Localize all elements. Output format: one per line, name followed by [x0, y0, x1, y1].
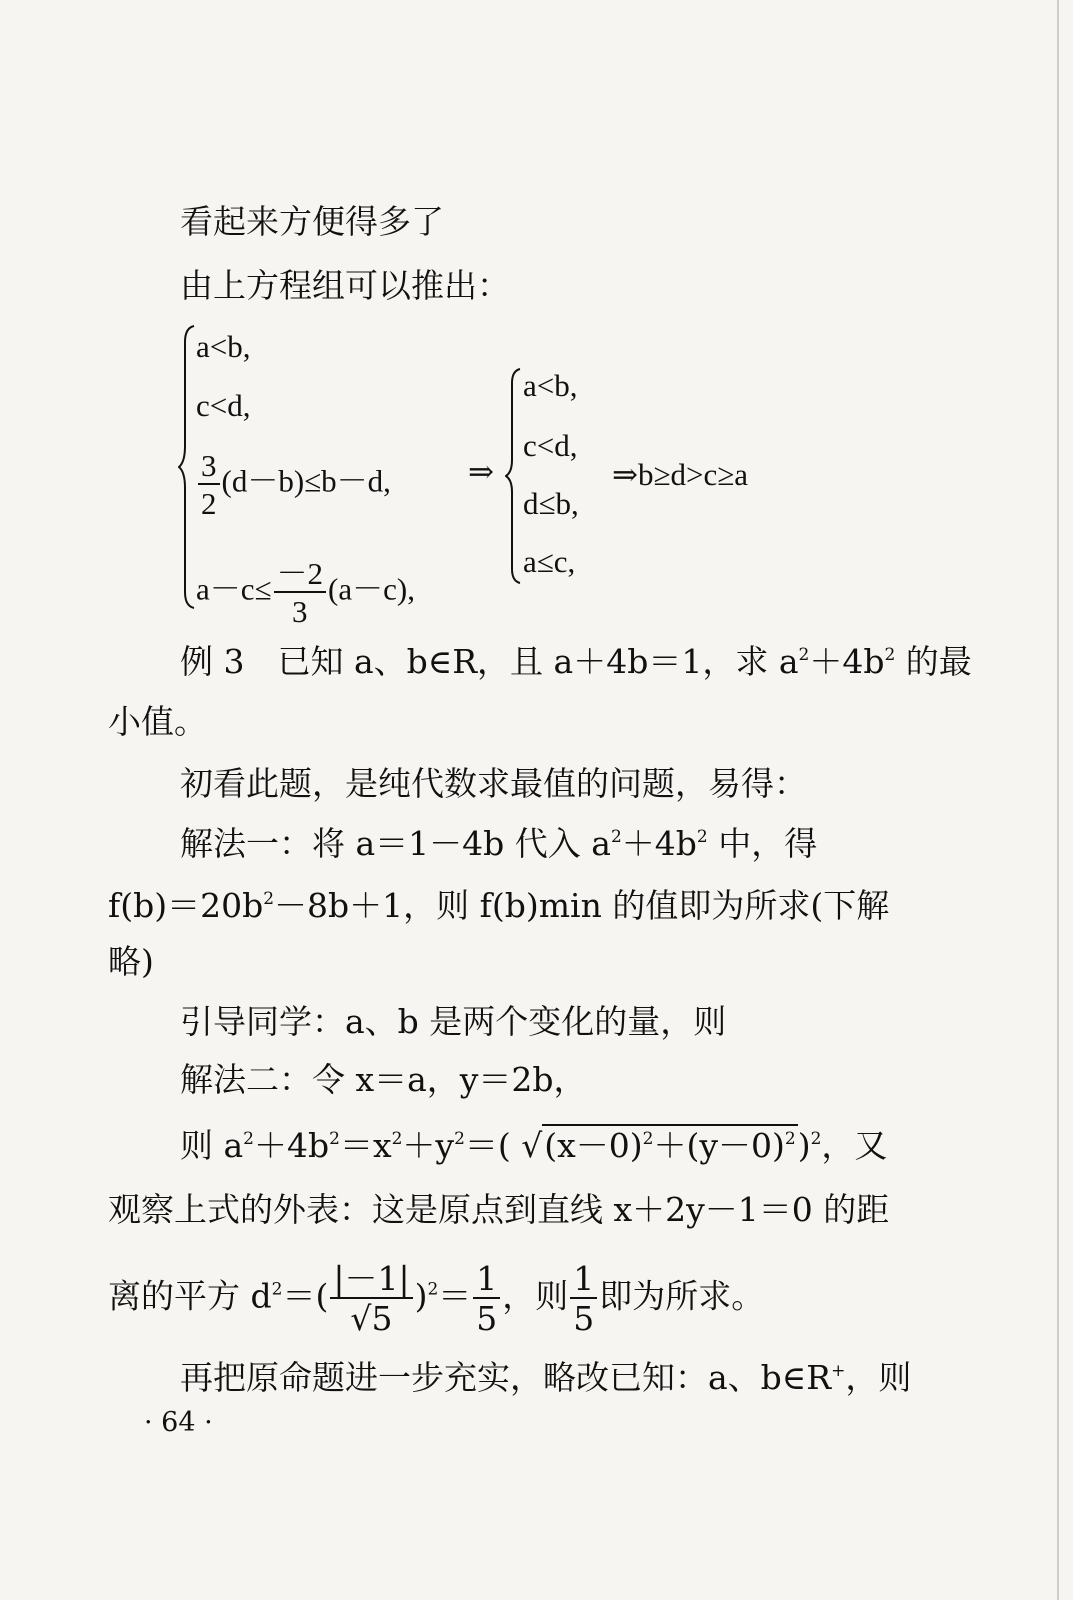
system2-row-4: a≤c, [523, 544, 576, 579]
solution-2-line-1: 解法二：令 x＝a，y＝2b， [180, 1060, 587, 1099]
fraction-three-halves: $\frac{3}{2}$ [198, 450, 220, 519]
system1-row-2: c<d, [196, 388, 251, 423]
text-line-2: 由上方程组可以推出： [180, 266, 510, 305]
system2-row-1: a<b, [523, 368, 578, 403]
left-brace-icon [505, 366, 523, 586]
example-3-line-1: 例 3 已知 a、b∈R，且 a＋4b＝1，求 $a^2+4b^2$ 的最 [180, 642, 972, 681]
fraction-abs-over-root5: $\frac{|-1|}{√5}$ [330, 1262, 412, 1335]
system2-row-3: d≤b, [523, 486, 579, 521]
fraction-one-fifth-2: $\frac{1}{5}$ [570, 1262, 597, 1335]
page-edge-shadow [1057, 0, 1059, 1600]
conclusion-chain: ⇒b≥d>c≥a [612, 457, 749, 492]
final-line: 再把原命题进一步充实，略改已知：a、b∈R+，则 [180, 1358, 912, 1397]
guide-line: 引导同学：a、b 是两个变化的量，则 [180, 1002, 727, 1041]
fraction-minus-two-thirds: $\frac{-2}{3}$ [274, 558, 327, 627]
inequality-system-2 [505, 366, 625, 586]
left-brace-icon [178, 322, 198, 612]
solution-2-line-3: 观察上式的外表：这是原点到直线 x＋2y－1＝0 的距 [108, 1190, 890, 1229]
solution-2-line-2: 则 $a^2+4b^2=x^2+y^2=$( $√(x-0)^2+(y-0)^2)^2$，又 [180, 1124, 887, 1168]
system1-row-1: a<b, [196, 329, 251, 364]
page-number: · 64 · [144, 1407, 213, 1438]
system1-row-4: a－c≤ $\frac{-2}{3}$ (a－c), [196, 556, 415, 629]
square-root: $√(x-0)^2+(y-0)^2$ [521, 1126, 796, 1165]
solution-1-line-3: 略) [108, 942, 154, 981]
fraction-one-fifth: $\frac{1}{5}$ [473, 1262, 500, 1335]
system2-row-2: c<d, [523, 428, 578, 463]
solution-1-line-1: 解法一：将 a＝1－4b 代入 $a^2+4b^2$ 中，得 [180, 824, 818, 863]
text-line-first-look: 初看此题，是纯代数求最值的问题，易得： [180, 764, 807, 803]
solution-2-line-4: 离的平方 $d^2=$( $\frac{|-1|}{√5}$ )$^2$＝ $\frac{1}{5}$ ，则 $\frac{1}{5}$ 即为所求。 [108, 1259, 765, 1338]
inequality-system-1 [178, 322, 478, 629]
system1-row-3: $\frac{3}{2}$ (d－b)≤b－d, [196, 450, 391, 519]
example-3-line-2: 小值。 [108, 702, 207, 741]
implies-arrow-1: ⇒ [468, 454, 494, 489]
solution-1-line-2: $f(b)=20b^2-8b+1$，则 f(b)min 的值即为所求(下解 [108, 886, 890, 925]
text-line-1: 看起来方便得多了 [180, 202, 444, 241]
